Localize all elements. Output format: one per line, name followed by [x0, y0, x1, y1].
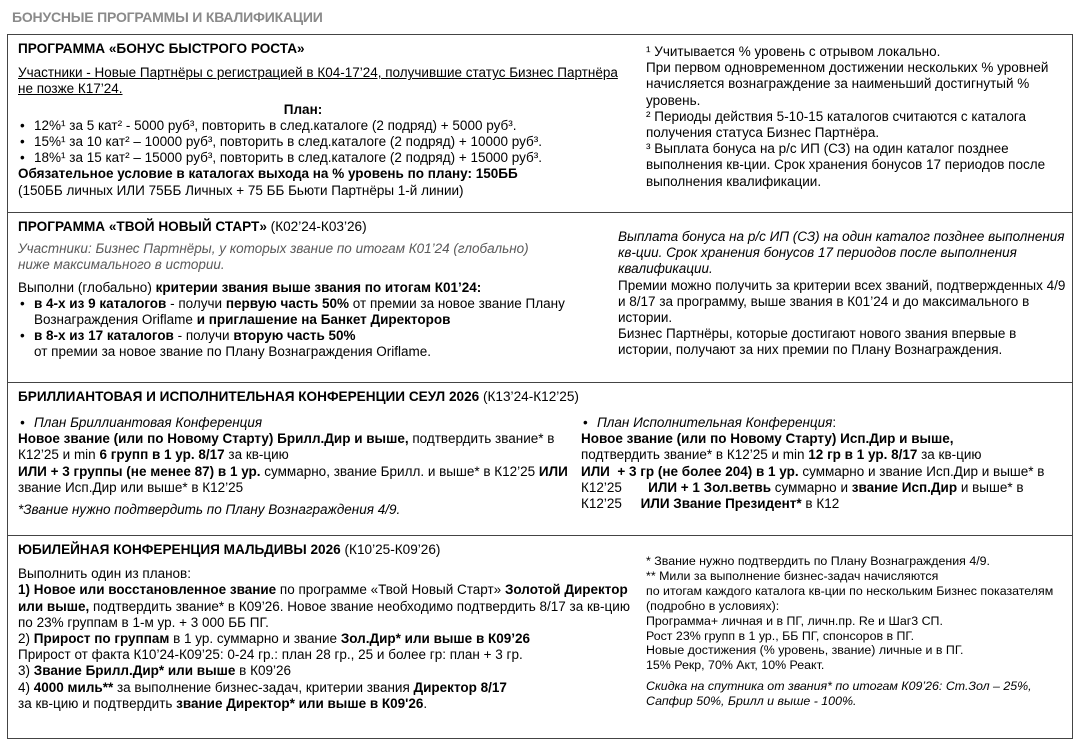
section-fast-growth: [8, 35, 1072, 212]
plan-line: [581, 447, 1067, 463]
line-bold: Новое звание (или по Новому Старту) Исп.Дир и выше,: [581, 431, 954, 447]
item-bold: и приглашение на Банкет Директоров: [196, 312, 451, 328]
page-header: БОНУСНЫЕ ПРОГРАММЫ И КВАЛИФИКАЦИИ: [12, 9, 323, 25]
plan-bold: Зол.Дир* или выше в К09’26: [340, 631, 531, 647]
title-period: (К13’24-К12’25): [482, 389, 579, 404]
plan-item: • 18%¹ за 15 кат² – 15000 руб³, повторить в след.каталоге (2 подряд) + 15000 руб³.: [18, 150, 628, 166]
section-seoul: [8, 382, 1072, 535]
title-period: (К02’24-К03’26): [270, 219, 367, 234]
title-text: БРИЛЛИАНТОВАЯ И ИСПОЛНИТЕЛЬНАЯ КОНФЕРЕНЦИИ СЕУЛ 2026: [18, 389, 480, 404]
line-text: подтвердить звание* в К12’25 и min: [18, 431, 555, 463]
plan-bold: звание Директор* или выше в К09'26: [176, 695, 424, 711]
line-bold: ИЛИ + 3 группы (не менее 87) в 1 ур.: [18, 463, 261, 479]
line-text: в К12: [801, 496, 840, 512]
item-text: - получи: [166, 295, 226, 311]
line-bold: 6 групп в 1 ур. 8/17: [99, 447, 225, 463]
item-bold: вторую часть 50%: [233, 328, 356, 344]
note: ² Периоды действия 5-10-15 каталогов считаются с каталога получения статуса Бизнес Партнёра.: [646, 108, 1027, 141]
criteria-intro: [18, 280, 628, 296]
section-title: [18, 219, 628, 235]
plan-2: [18, 631, 630, 647]
criteria-item: [18, 296, 628, 328]
plan-3: [18, 663, 630, 679]
plan-label: План:: [283, 101, 323, 117]
plan-item: • 12%¹ за 5 кат² - 5000 руб³, повторить в след.каталоге (2 подряд) + 5000 руб³.: [18, 118, 628, 134]
section-new-start: [8, 212, 1072, 382]
plan-bold: Звание Брилл.Дир* или выше: [33, 663, 236, 679]
plan-text: в 1 ур. суммарно и звание: [169, 631, 341, 647]
line-text: суммарно и звание Исп.Дир и выше* в К12’25: [581, 463, 1049, 495]
title-text: ЮБИЛЕЙНАЯ КОНФЕРЕНЦИЯ МАЛЬДИВЫ 2026: [18, 542, 341, 557]
plan-text: подтвердить звание* в К09’26. Новое звание необходимо подтвердить 8/17 за кв-цию по 23% группам в 1-м ур. + 3 000 ББ ПГ.: [18, 598, 630, 630]
plan-bold: 4000 миль**: [33, 679, 114, 695]
note: ³ Выплата бонуса на р/с ИП (СЗ) на один каталог позднее выполнения кв-ции. Срок хранения бонусов 17 периодов после выполнения квалификации.: [646, 141, 1046, 189]
title-text: ПРОГРАММА «ТВОЙ НОВЫЙ СТАРТ»: [18, 219, 267, 234]
plan-text: .: [423, 695, 428, 711]
condition-details: (150ББ личных ИЛИ 75ББ Личных + 75 ББ Бьюти Партнёры 1-й линии): [18, 182, 464, 198]
payout-note: Выплата бонуса на р/с ИП (СЗ) на один каталог позднее выполнения кв-ции. Срок хранения бонусов 17 периодов после выполнения квалификации.: [618, 229, 1065, 277]
line-bold: ИЛИ + 1 Зол.ветвь: [648, 479, 772, 495]
plan-4: [18, 680, 630, 696]
maldives-right: [646, 554, 1068, 709]
line-bold: звание Исп.Дир: [851, 479, 958, 495]
line-text: за кв-цию: [224, 447, 289, 463]
item-text: от премии за новое звание Плану Вознаграждения Oriflame: [34, 295, 565, 328]
programs-table: [7, 34, 1073, 739]
premium-note: Премии можно получить за критерии всех званий, подтвержденных 4/9 и 8/17 за программу, выше звания в К01’24 и до максимального в истории.: [618, 277, 1066, 326]
intro-bold: критерии звания выше звания по итогам К01’24:: [155, 279, 482, 295]
plan-item: • 15%¹ за 10 кат² – 10000 руб³, повторить в след.каталоге (2 подряд) + 10000 руб³.: [18, 134, 628, 150]
miles-detail: Программа+ личная и в ПГ, личн.пр. Re и Шаг3 СП.: [646, 613, 943, 628]
line-text: суммарно, звание Брилл. и выше* в К12’25: [260, 463, 539, 479]
plan-title: [581, 415, 1067, 431]
line-bold: ИЛИ Звание Президент*: [640, 496, 802, 512]
seoul-title-row: [18, 383, 1062, 405]
miles-detail: Новые достижения (% уровень, звание) личные и в ПГ.: [646, 643, 964, 658]
section-title: [18, 389, 1062, 405]
plan-4-cont: [18, 696, 630, 712]
criteria-item-cont: от премии за новое звание по Плану Вознаграждения Oriflame.: [34, 344, 432, 360]
new-start-right: [618, 229, 1068, 359]
companion-discount: Скидка на спутника от звания* по итогам К09’26: Ст.Зол – 25%, Сапфир 50%, Брилл и выше - 100%.: [646, 679, 1032, 709]
plan-text: в К09’26: [235, 663, 291, 679]
plan-line: [18, 431, 578, 463]
plan-bold: Прирост по группам: [33, 631, 170, 647]
line-text: суммарно и: [771, 479, 852, 495]
fast-growth-left: [18, 35, 628, 199]
plan-1: [18, 582, 630, 631]
item-text: - получи: [173, 328, 234, 344]
plans-intro: Выполнить один из планов:: [18, 566, 191, 582]
section-title: ПРОГРАММА «БОНУС БЫСТРОГО РОСТА»: [18, 41, 305, 56]
diamond-plan: [18, 415, 578, 518]
plan-title-text: План Исполнительная Конференция: [597, 415, 833, 430]
executive-plan: [581, 415, 1067, 512]
plan-title-colon: :: [832, 415, 837, 430]
maldives-left: [18, 536, 630, 712]
line-text: подтвердить звание* в К12’25 и min: [581, 447, 809, 463]
miles-note: ** Мили за выполнение бизнес-задач начисляются: [646, 568, 939, 583]
line-text: звание Исп.Дир или выше* в К12’25: [18, 479, 244, 495]
rank-note: * Звание нужно подтвердить по Плану Вознаграждения 4/9.: [646, 554, 990, 568]
title-period: (К10’25-К09’26): [344, 542, 441, 557]
plan-bold: Золотой Директор или выше,: [18, 582, 628, 614]
line-text: за кв-цию: [917, 447, 982, 463]
line-bold: Новое звание (или по Новому Старту) Брилл.Дир и выше,: [18, 431, 409, 447]
plan-2-growth: Прирост от факта К10’24-К09’25: 0-24 гр.: план 28 гр., 25 и более гр: план + 3 гр.: [18, 647, 523, 663]
participants: Участники: Бизнес Партнёры, у которых звание по итогам К01’24 (глобально) ниже максимального в истории.: [18, 241, 529, 273]
miles-detail: по итогам каждого каталога кв-ции по нескольким Бизнес показателям (подробно в условиях):: [646, 583, 1054, 613]
plan-line: [18, 464, 578, 496]
plan-bold: 1) Новое или восстановленное звание: [18, 582, 277, 598]
line-text: и выше* в К12’25: [581, 479, 1028, 512]
plan-text: по программе «Твой Новый Старт»: [276, 582, 505, 598]
plan-text: 4): [18, 679, 34, 695]
mandatory-condition: Обязательное условие в каталогах выхода на % уровень по плану: 150ББ: [18, 166, 518, 182]
fast-growth-notes: [646, 44, 1066, 190]
first-time-note: Бизнес Партнёры, которые достигают нового звания впервые в истории, получают за них премии по Плану Вознаграждения.: [618, 326, 1017, 358]
line-bold: ИЛИ + 3 гр (не более 204) в 1 ур.: [581, 463, 799, 479]
participants: Участники - Новые Партнёры с регистрацией в К04-17’24, получившие статус Бизнес Партнёра не позже К17’24.: [18, 65, 618, 97]
section-maldives: [8, 535, 1072, 739]
item-bold: в 8-х из 17 каталогов: [34, 328, 174, 344]
line-bold: ИЛИ: [538, 463, 568, 479]
line-bold: 12 гр в 1 ур. 8/17: [808, 447, 918, 463]
section-title: [18, 542, 630, 558]
note: При первом одновременном достижении нескольких % уровней начисляется вознаграждение за наименьший достигнутый % уровень.: [646, 60, 1049, 108]
plan-title: • План Бриллиантовая Конференция: [18, 415, 578, 431]
plan-text: за кв-цию и подтвердить: [18, 695, 177, 711]
criteria-item: [18, 328, 628, 344]
plan-text: за выполнение бизнес-задач, критерии звания: [113, 679, 414, 695]
plan-bold: Директор 8/17: [413, 679, 507, 695]
plan-line: [581, 431, 1067, 447]
item-bold: в 4-х из 9 каталогов: [34, 295, 167, 311]
intro-text: Выполни (глобально): [18, 279, 156, 295]
item-bold: первую часть 50%: [225, 295, 350, 311]
miles-detail: Рост 23% групп в 1 ур., ББ ПГ, спонсоров в ПГ.: [646, 628, 915, 643]
plan-text: 2): [18, 631, 34, 647]
note: ¹ Учитывается % уровень с отрывом локально.: [646, 44, 941, 59]
rank-note: *Звание нужно подтвердить по Плану Вознаграждения 4/9.: [18, 502, 401, 518]
plan-text: 3): [18, 663, 34, 679]
miles-detail: 15% Рекр, 70% Акт, 10% Реакт.: [646, 658, 825, 673]
new-start-left: [18, 213, 628, 361]
plan-line: [581, 464, 1067, 513]
